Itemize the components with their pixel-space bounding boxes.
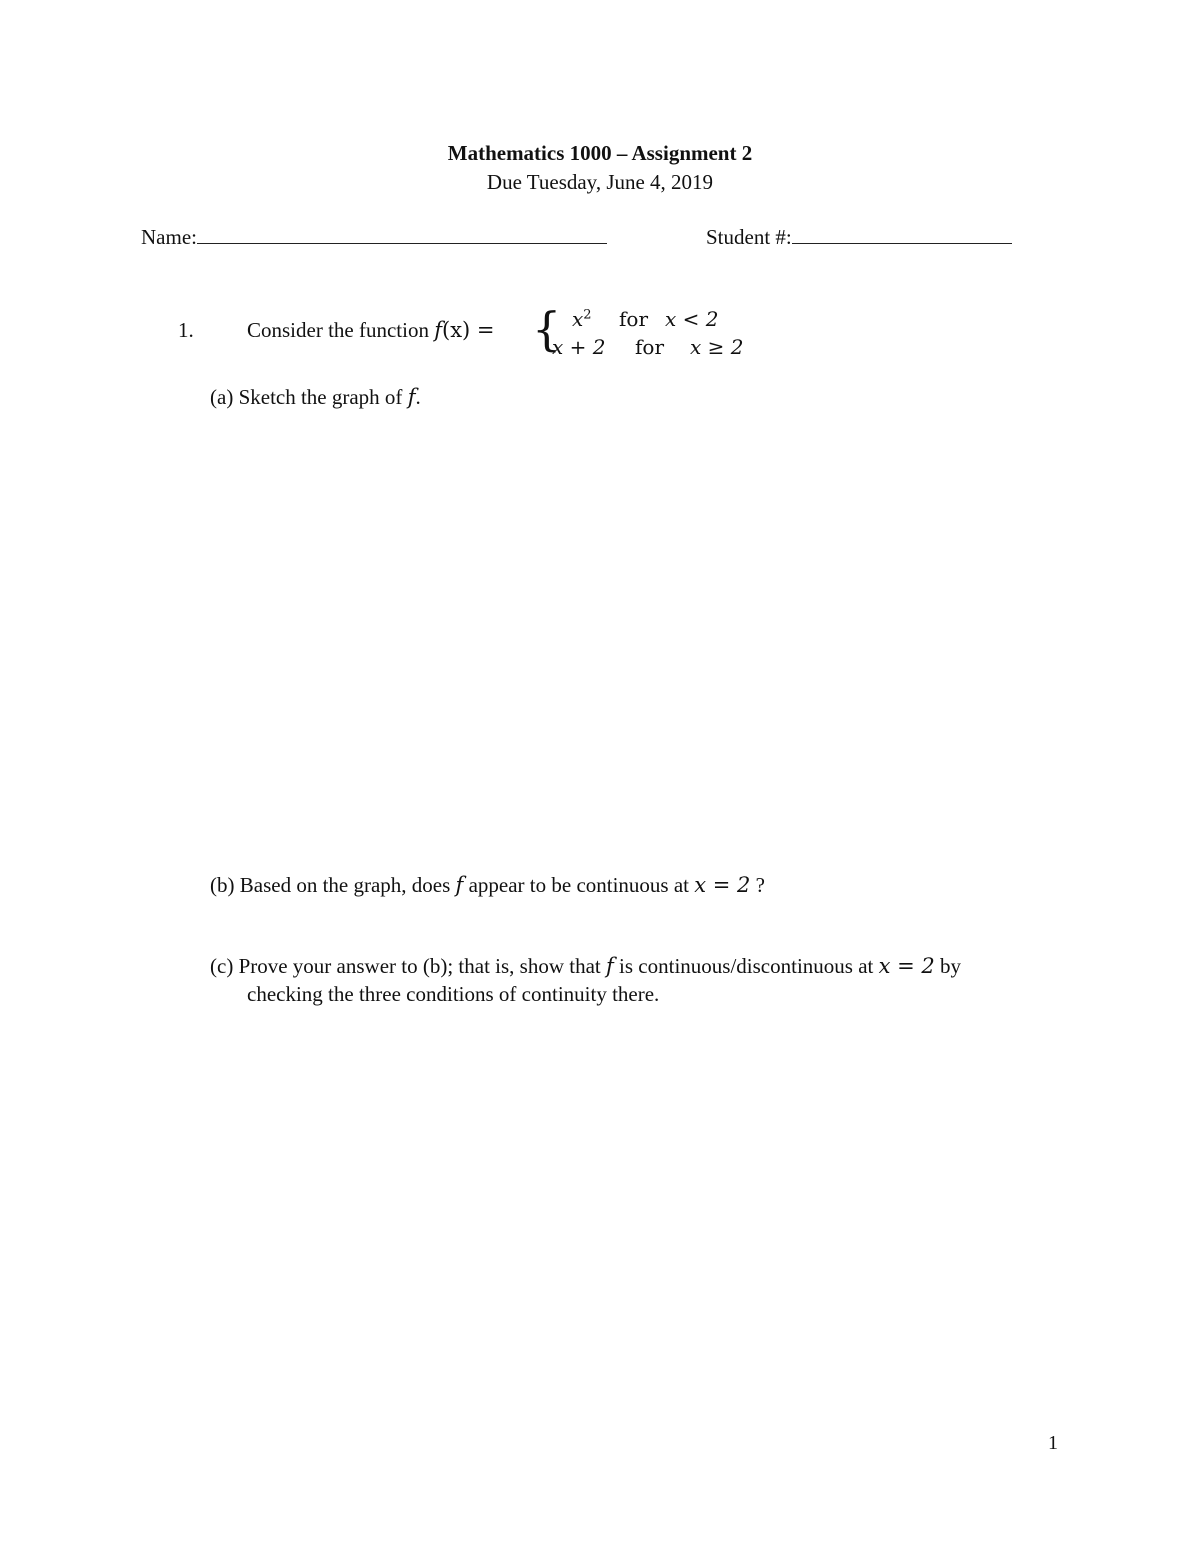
part-b: (b) Based on the graph, does f appear to be continuous at x = 2 ? bbox=[210, 873, 765, 897]
case1-for: for bbox=[619, 307, 649, 331]
student-number-label: Student #: bbox=[706, 225, 792, 249]
part-b-math: x = 2 bbox=[694, 873, 751, 897]
name-field bbox=[141, 225, 607, 250]
part-b-var: f bbox=[455, 873, 464, 897]
question-intro-text: Consider the function bbox=[247, 318, 429, 342]
due-date: Due Tuesday, June 4, 2019 bbox=[486, 170, 714, 194]
student-number-field bbox=[706, 225, 1012, 250]
name-blank-line bbox=[197, 225, 607, 244]
piecewise-brace: { bbox=[532, 302, 562, 356]
part-c-math: x = 2 bbox=[878, 954, 935, 978]
name-label: Name: bbox=[141, 225, 197, 249]
function-name: f bbox=[434, 318, 442, 342]
part-a: (a) Sketch the graph of f. bbox=[210, 385, 421, 409]
function-args: (x) = bbox=[442, 318, 495, 342]
assignment-title: Mathematics 1000 – Assignment 2 bbox=[447, 141, 753, 165]
part-c-var: f bbox=[606, 954, 614, 978]
part-a-label: (a) bbox=[210, 385, 234, 409]
part-c-line2: checking the three conditions of continuity there. bbox=[247, 982, 660, 1006]
case1-expression: $x^2$ bbox=[572, 307, 592, 331]
part-a-var: f bbox=[407, 385, 416, 409]
student-number-blank-line bbox=[792, 225, 1012, 244]
part-c: (c) Prove your answer to (b); that is, show that f is continuous/discontinuous at x = 2 by bbox=[210, 954, 962, 978]
case2-expression: x + 2 bbox=[552, 335, 606, 359]
question-number: 1. bbox=[178, 318, 194, 342]
case2-condition: x ≥ 2 bbox=[690, 335, 744, 359]
part-b-label: (b) bbox=[210, 873, 235, 897]
part-c-label: (c) bbox=[210, 954, 234, 978]
question-intro bbox=[247, 318, 495, 343]
case1-condition: x < 2 bbox=[665, 307, 719, 331]
page-number: 1 bbox=[1048, 1432, 1058, 1454]
case2-for: for bbox=[635, 335, 665, 359]
part-a-text: Sketch the graph of bbox=[238, 385, 403, 409]
